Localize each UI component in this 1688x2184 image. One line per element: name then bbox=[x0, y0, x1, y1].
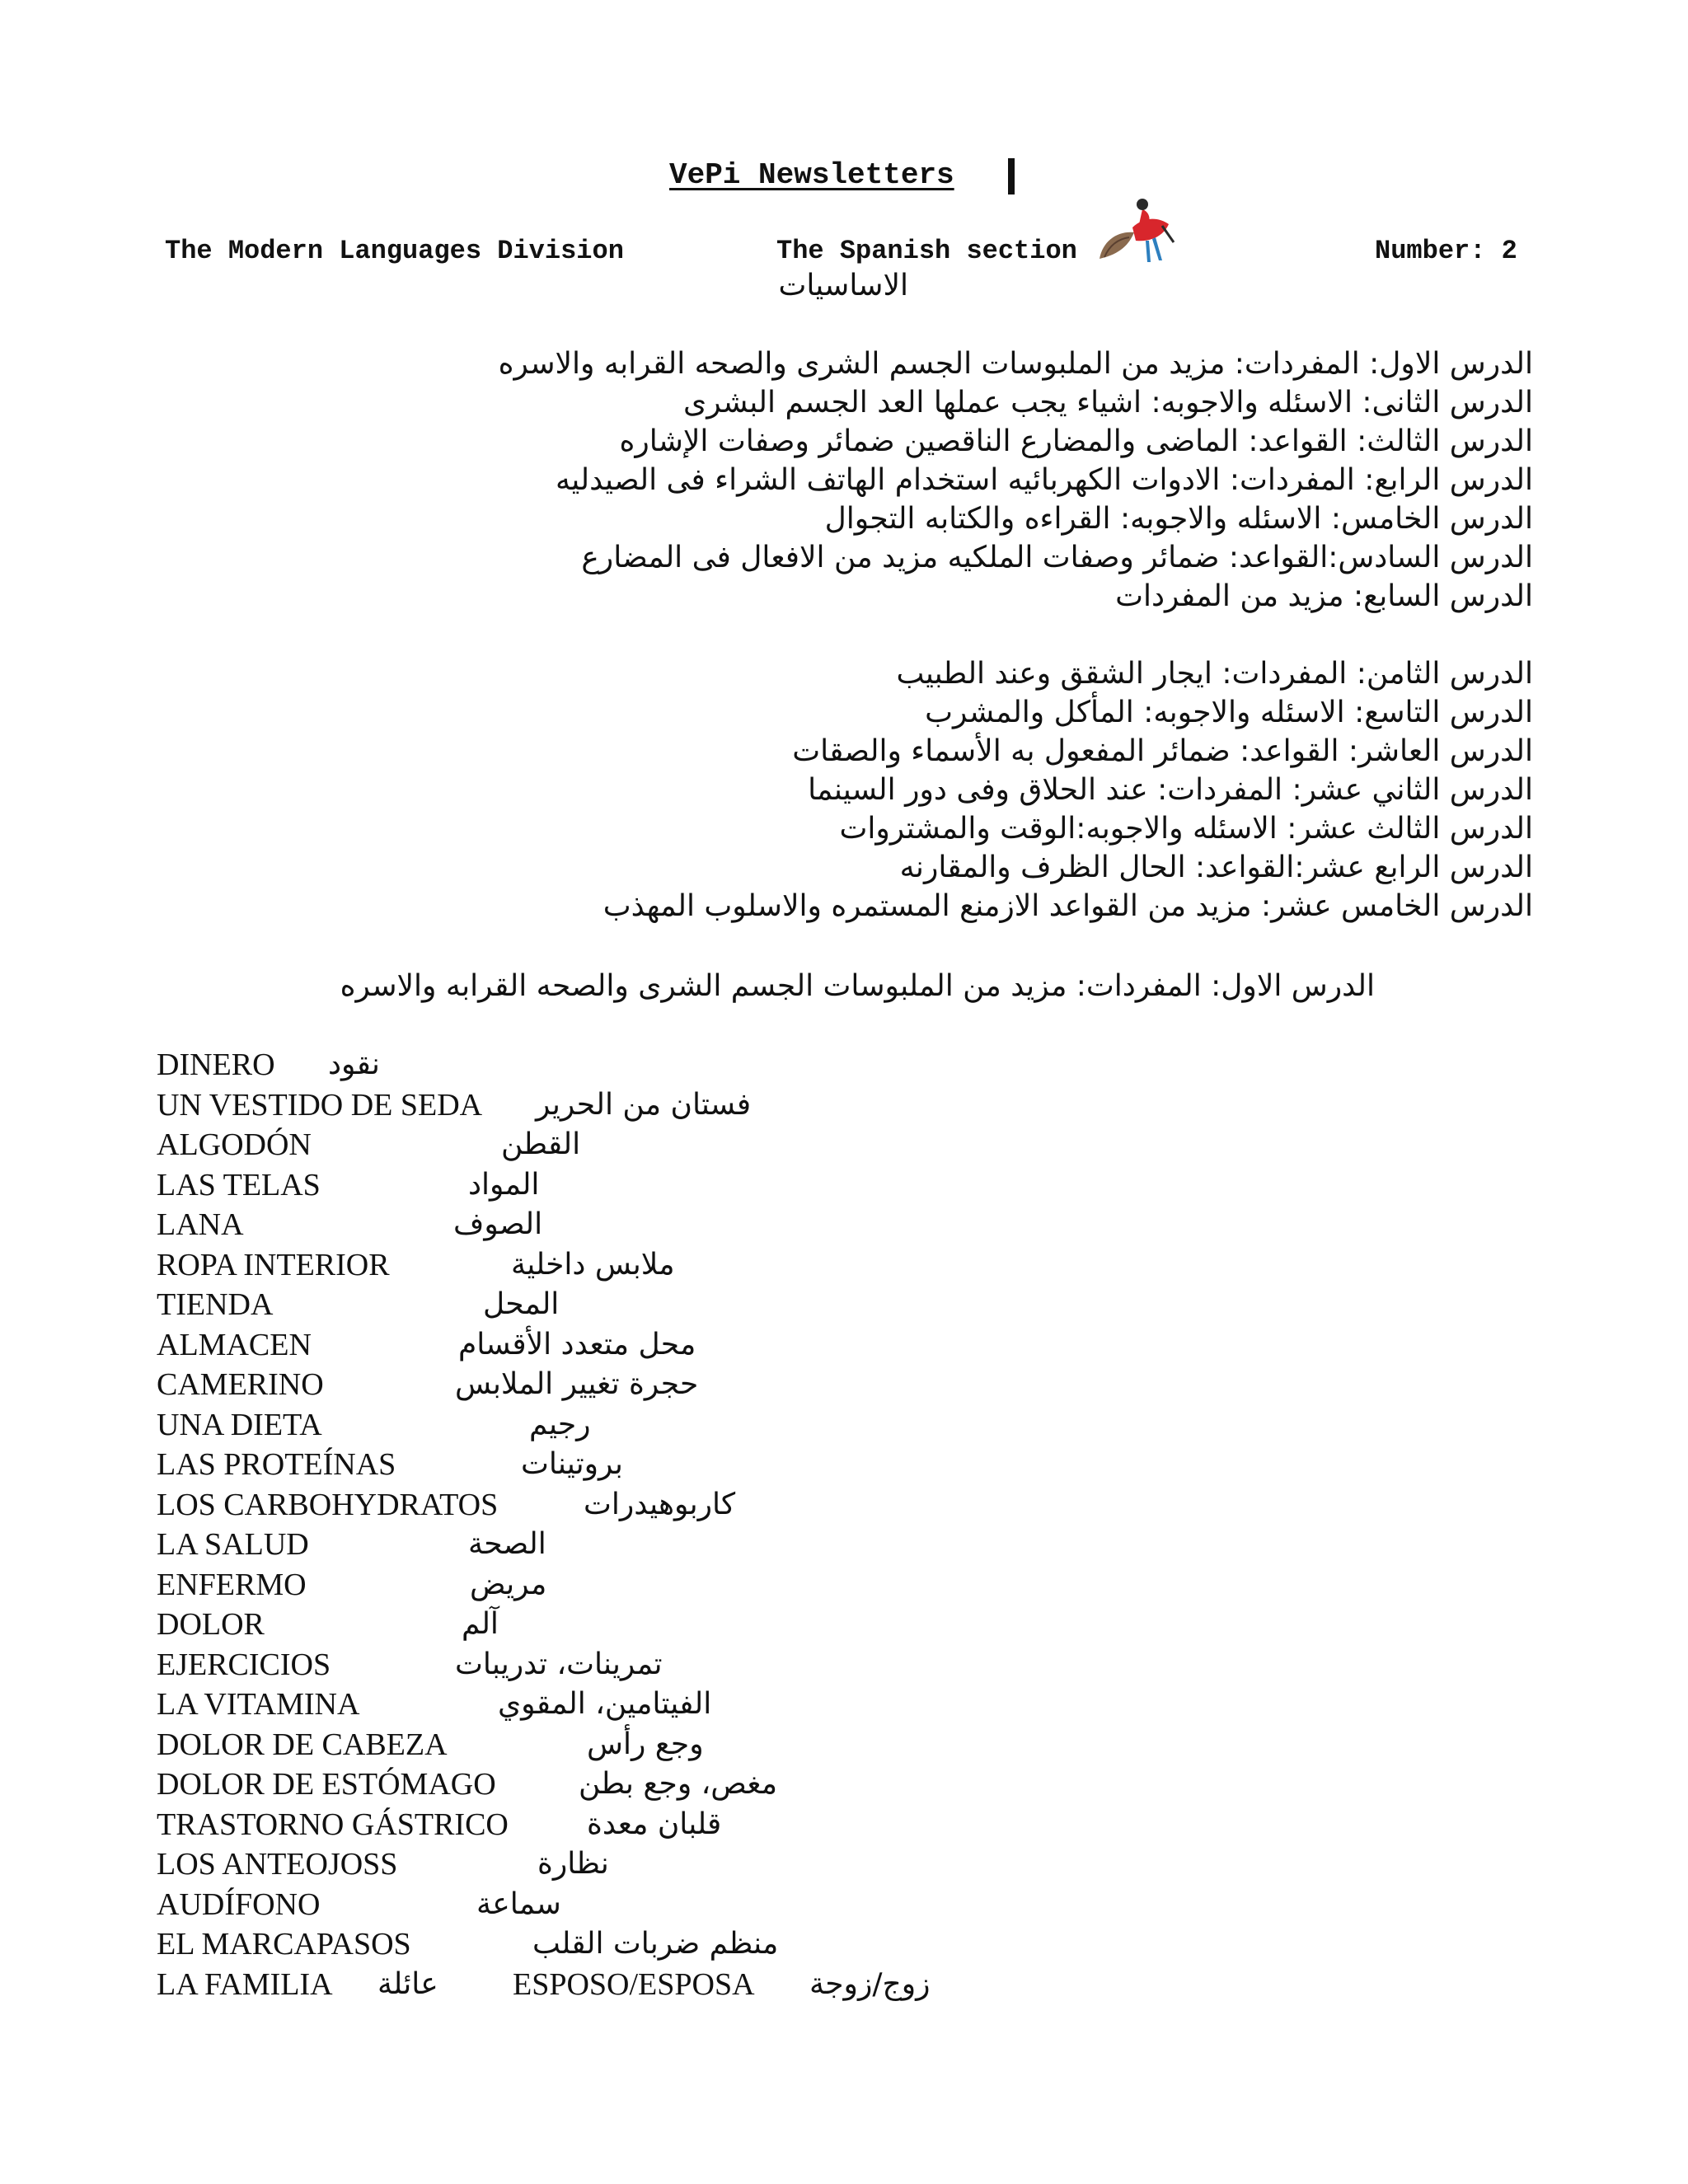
vocab-arabic: القطن bbox=[501, 1127, 581, 1161]
newsletter-title: VePi Newsletters bbox=[669, 158, 954, 192]
vocab-arabic: قلبان معدة bbox=[587, 1807, 722, 1841]
issue-number: Number: 2 bbox=[1375, 236, 1517, 266]
vocab-spanish: UN VESTIDO DE SEDA bbox=[157, 1087, 483, 1122]
vocab-arabic: المحل bbox=[483, 1287, 560, 1321]
vocab-arabic: كاربوهيدرات bbox=[584, 1487, 736, 1521]
lesson-item: الدرس الرابع عشر:القواعد: الحال الظرف والمقارنه bbox=[899, 851, 1533, 884]
vocab-spanish: DOLOR bbox=[157, 1607, 265, 1642]
lesson-item: الدرس العاشر: القواعد: ضمائر المفعول به الأسماء والصقات bbox=[792, 734, 1533, 768]
vocab-arabic: آلم bbox=[462, 1607, 499, 1641]
vocab-arabic: حجرة تغيير الملابس bbox=[455, 1367, 699, 1401]
text-cursor-bar bbox=[1008, 158, 1015, 194]
division-label: The Modern Languages Division bbox=[165, 236, 624, 266]
lesson-item: الدرس الثالث عشر: الاسئله والاجوبه:الوقت والمشتروات bbox=[839, 812, 1533, 846]
lesson-item: الدرس التاسع: الاسئله والاجوبه: المأكل والمشرب bbox=[925, 696, 1533, 729]
vocab-arabic: مريض bbox=[470, 1567, 547, 1601]
lesson-list bbox=[499, 344, 1533, 926]
basics-label: الاساسيات bbox=[778, 269, 908, 302]
vocab-arabic: المواد bbox=[468, 1167, 540, 1202]
lesson-one-heading: الدرس الاول: المفردات: مزيد من الملبوسات الجسم الشرى والصحه القرابه والاسره bbox=[340, 969, 1375, 1003]
vocab-spanish: LA FAMILIA bbox=[157, 1966, 333, 2002]
vocab-spanish: CAMERINO bbox=[157, 1367, 324, 1402]
vocab-spanish: LANA bbox=[157, 1207, 244, 1242]
lesson-group-spacer bbox=[499, 616, 1533, 654]
lesson-item: الدرس الاول: المفردات: مزيد من الملبوسات الجسم الشرى والصحه القرابه والاسره bbox=[498, 347, 1533, 381]
vocab-spanish: LA SALUD bbox=[157, 1527, 309, 1562]
vocab-spanish: LOS ANTEOJOSS bbox=[157, 1847, 398, 1882]
vocab-spanish: LAS PROTEÍNAS bbox=[157, 1447, 396, 1482]
vocab-arabic: الفيتامين، المقوي bbox=[498, 1687, 712, 1721]
vocab-spanish: LAS TELAS bbox=[157, 1167, 321, 1202]
vocab-spanish: LOS CARBOHYDRATOS bbox=[157, 1487, 499, 1522]
vocab-spanish: ESPOSO/ESPOSA bbox=[513, 1966, 755, 2002]
vocab-spanish: DOLOR DE CABEZA bbox=[157, 1727, 448, 1762]
vocab-arabic: نقود bbox=[328, 1047, 380, 1081]
lesson-item: الدرس الثاني عشر: المفردات: عند الحلاق وفى دور السينما bbox=[808, 773, 1533, 807]
vocab-spanish: DOLOR DE ESTÓMAGO bbox=[157, 1767, 496, 1802]
vocab-spanish: TRASTORNO GÁSTRICO bbox=[157, 1807, 509, 1842]
vocab-arabic: عائلة bbox=[377, 1966, 438, 2001]
vocab-arabic: محل متعدد الأقسام bbox=[458, 1327, 696, 1361]
lesson-item: الدرس الخامس عشر: مزيد من القواعد الازمنع المستمره والاسلوب المهذب bbox=[603, 889, 1533, 923]
vocab-spanish: EJERCICIOS bbox=[157, 1647, 331, 1682]
vocab-arabic: بروتينات bbox=[521, 1447, 623, 1481]
vocab-arabic: الصوف bbox=[453, 1207, 543, 1241]
vocab-spanish: TIENDA bbox=[157, 1287, 274, 1322]
vocab-arabic: سماعة bbox=[476, 1886, 561, 1921]
vocab-arabic: زوج/زوجة bbox=[809, 1966, 931, 2001]
vocab-arabic: نظارة bbox=[537, 1847, 609, 1881]
vocab-spanish: ENFERMO bbox=[157, 1567, 307, 1602]
vocab-arabic: مغص، وجع بطن bbox=[579, 1767, 778, 1801]
vocab-spanish: EL MARCAPASOS bbox=[157, 1927, 411, 1961]
vocab-spanish: DINERO bbox=[157, 1047, 275, 1082]
vocab-spanish: ALMACEN bbox=[157, 1327, 312, 1362]
vocab-arabic: وجع رأس bbox=[587, 1727, 704, 1761]
lesson-item: الدرس الرابع: المفردات: الادوات الكهربائيه استخدام الهاتف الشراء فى الصيدليه bbox=[555, 463, 1533, 497]
vocab-spanish: LA VITAMINA bbox=[157, 1687, 360, 1722]
lesson-item: الدرس الثانى: الاسئله والاجوبه: اشياء يجب عملها العد الجسم البشرى bbox=[683, 386, 1533, 419]
vocab-arabic: ملابس داخلية bbox=[511, 1247, 675, 1282]
lesson-item: الدرس الخامس: الاسئله والاجوبه: القراءه والكتابه التجوال bbox=[824, 502, 1533, 536]
vocab-arabic: فستان من الحرير bbox=[536, 1087, 752, 1122]
vocab-spanish: ROPA INTERIOR bbox=[157, 1247, 390, 1282]
lesson-item: الدرس السادس:القواعد: ضمائر وصفات الملكيه مزيد من الافعال فى المضارع bbox=[581, 541, 1533, 574]
flamenco-dancer-icon bbox=[1093, 194, 1177, 265]
lesson-item: الدرس الثامن: المفردات: ايجار الشقق وعند الطبيب bbox=[896, 657, 1533, 691]
vocab-spanish: UNA DIETA bbox=[157, 1407, 322, 1442]
vocab-spanish: ALGODÓN bbox=[157, 1127, 312, 1162]
vocab-arabic: رجيم bbox=[529, 1407, 591, 1441]
vocab-arabic: الصحة bbox=[468, 1527, 546, 1561]
lesson-item: الدرس السابع: مزيد من المفردات bbox=[1115, 579, 1533, 613]
vocab-arabic: تمرينات، تدريبات bbox=[455, 1647, 663, 1681]
vocab-spanish: AUDÍFONO bbox=[157, 1886, 321, 1922]
vocab-arabic: منظم ضربات القلب bbox=[532, 1927, 779, 1961]
section-label: The Spanish section bbox=[776, 236, 1077, 266]
lesson-item: الدرس الثالث: القواعد: الماضى والمضارع الناقصين ضمائر وصفات الإشاره bbox=[619, 424, 1533, 458]
